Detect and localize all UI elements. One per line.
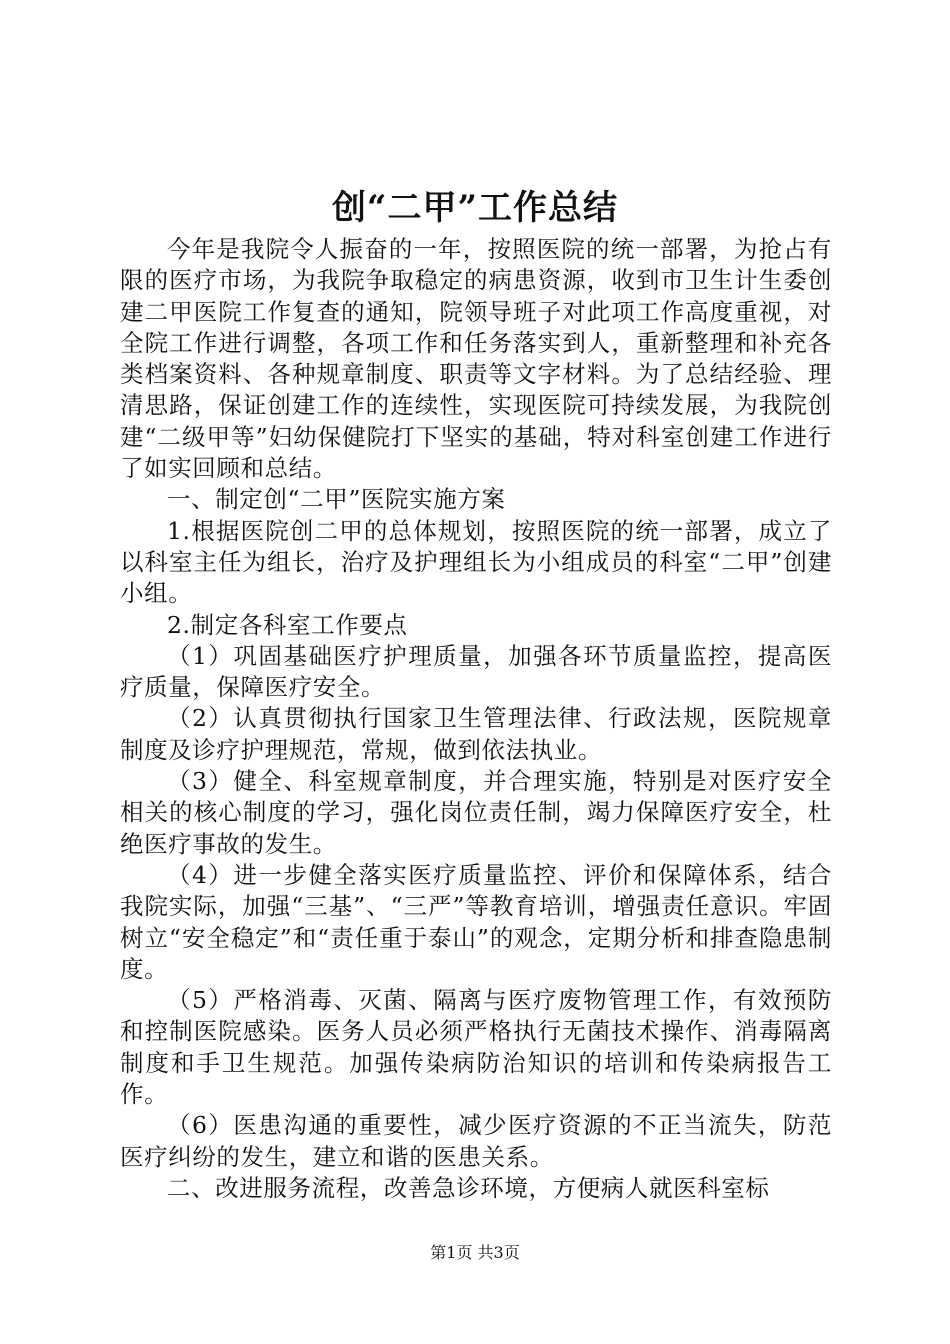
page-number: 第1页 共3页	[430, 1243, 520, 1262]
sub-item-1: （1）巩固基础医疗护理质量，加强各环节质量监控，提高医疗质量，保障医疗安全。	[120, 641, 832, 702]
sub-item-6: （6）医患沟通的重要性，减少医疗资源的不正当流失，防范医疗纠纷的发生，建立和谐的医患关系。	[120, 1111, 832, 1171]
document-title: 创“二甲”工作总结	[331, 188, 619, 228]
sub-item-3: （3）健全、科室规章制度，并合理实施，特别是对医疗安全相关的核心制度的学习，强化岗位责任制，竭力保障医疗安全，杜绝医疗事故的发生。	[120, 767, 832, 858]
list-item-2: 2.制定各科室工作要点	[167, 610, 408, 639]
section-heading-2: 二、改进服务流程，改善急诊环境，方便病人就医科室标	[167, 1173, 770, 1202]
sub-item-4: （4）进一步健全落实医疗质量监控、评价和保障体系，结合我院实际，加强“三基”、“三严”等教育培训，增强责任意识。牢固树立“安全稳定”和“责任重于泰山”的观念，定期分析和排查隐患制度。	[120, 860, 832, 983]
list-item-1: 1.根据医院创二甲的总体规划，按照医院的统一部署，成立了以科室主任为组长，治疗及护理组长为小组成员的科室“二甲”创建小组。	[120, 516, 832, 608]
sub-item-5: （5）严格消毒、灭菌、隔离与医疗废物管理工作，有效预防和控制医院感染。医务人员必须严格执行无菌技术操作、消毒隔离制度和手卫生规范。加强传染病防治知识的培训和传染病报告工作。	[120, 986, 832, 1109]
section-heading-1: 一、制定创“二甲”医院实施方案	[167, 485, 506, 514]
intro-paragraph: 今年是我院令人振奋的一年，按照医院的统一部署，为抢占有限的医疗市场，为我院争取稳定的病患资源，收到市卫生计生委创建二甲医院工作复查的通知，院领导班子对此项工作高度重视，对全院工作进行调整，各项工作和任务落实到人，重新整理和补充各类档案资料、各种规章制度、职责等文字材料。为了总结经验、理清思路，保证创建工作的连续性，实现医院可持续发展，为我院创建“二级甲等”妇幼保健院打下坚实的基础，特对科室创建工作进行了如实回顾和总结。	[120, 235, 832, 483]
document-body	[120, 234, 832, 1204]
sub-item-2: （2）认真贯彻执行国家卫生管理法律、行政法规，医院规章制度及诊疗护理规范，常规，做到依法执业。	[120, 704, 832, 764]
